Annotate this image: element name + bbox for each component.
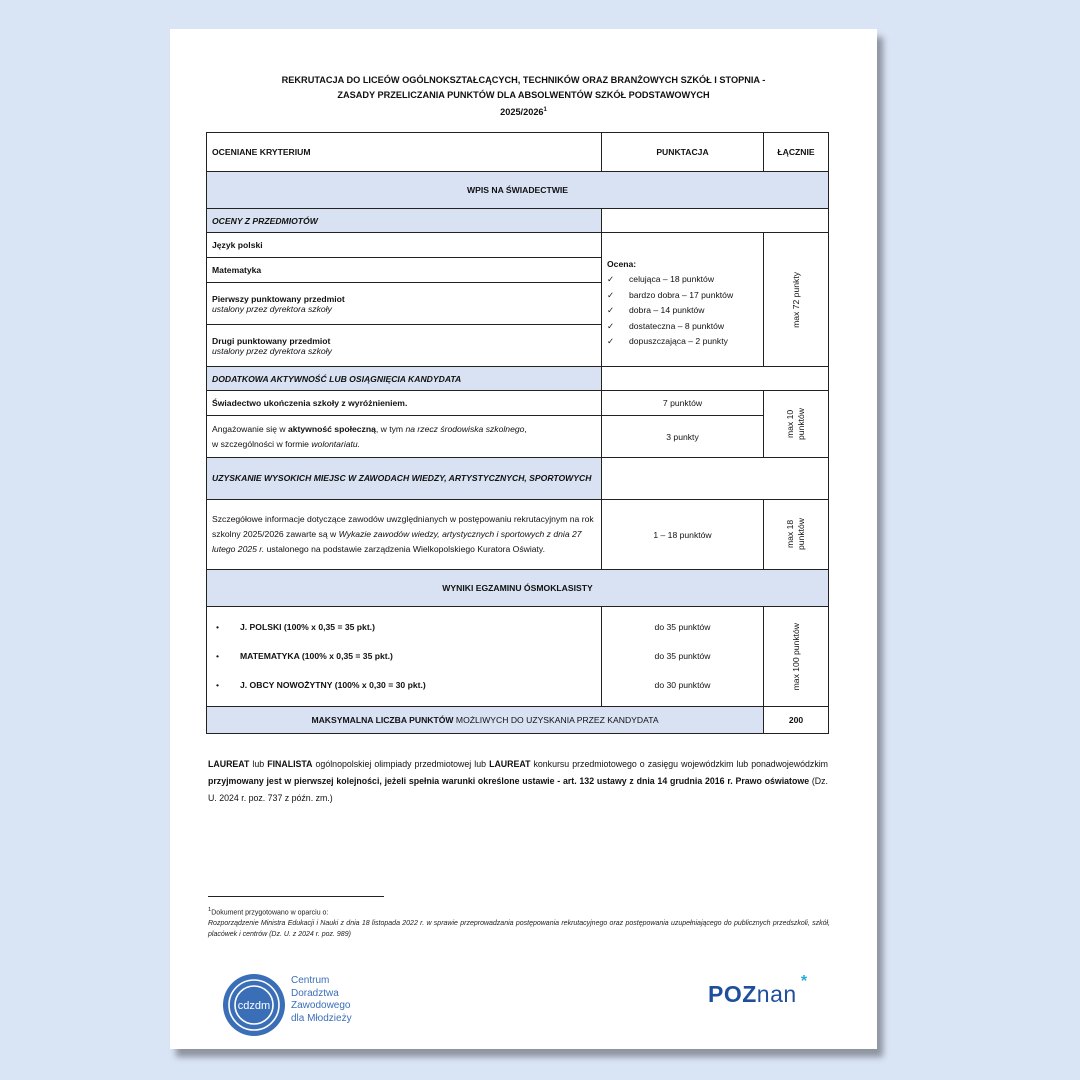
activity-subheader: DODATKOWA AKTYWNOŚĆ LUB OSIĄGNIĘCIA KANDYDATA: [207, 367, 829, 391]
section-exam: WYNIKI EGZAMINU ÓSMOKLASISTY: [207, 570, 829, 607]
title-line-2: ZASADY PRZELICZANIA PUNKTÓW DLA ABSOLWENTÓW SZKÓŁ PODSTAWOWYCH: [337, 90, 710, 100]
table-row: Matematyka: [207, 258, 829, 283]
page-title: [170, 73, 877, 120]
list-item: • MATEMATYKA (100% x 0,35 = 35 pkt.): [212, 642, 596, 671]
list-item: • J. POLSKI (100% x 0,35 = 35 pkt.): [212, 613, 596, 642]
footnote-ref: 1: [543, 107, 547, 113]
footnote-divider: [208, 896, 384, 897]
grade-scale: Ocena: ✓ celująca – 18 punktów ✓ bardzo dobra – 17 punktów ✓ dobra – 14 punktów ✓ dostateczna – 8 punktów ✓ dopuszczająca – 2 punkty: [602, 233, 764, 367]
contests-max: max 18 punktów: [764, 500, 829, 570]
bullet-icon: •: [216, 622, 220, 632]
cdzdm-emblem-icon: [222, 973, 286, 1037]
check-icon: ✓: [607, 320, 615, 331]
list-item: ✓ dopuszczająca – 2 punkty: [607, 334, 758, 350]
table-row: Pierwszy punktowany przedmiot ustalony przez dyrektora szkoły: [207, 283, 829, 325]
points-table: [206, 132, 829, 734]
grades-subheader: OCENY Z PRZEDMIOTÓW: [207, 209, 829, 233]
grades-max: max 72 punkty: [764, 233, 829, 367]
table-header-row: [207, 133, 829, 172]
svg-text:cdzdm: cdzdm: [237, 1000, 271, 1012]
title-line-3: 2025/2026$^1$: [500, 107, 547, 118]
section-certificate: WPIS NA ŚWIADECTWIE: [207, 172, 829, 209]
list-item: ✓ dobra – 14 punktów: [607, 303, 758, 319]
footnote: $^1$Dokument przygotowano w oparciu o: Rozporządzenie Ministra Edukacji i Nauki z dnia 18 listopada 2022 r. w sprawie przeprowadzania postępowania rekrutacyjnego oraz postępowania uzupełniającego do publicznych przedszkoli, szkół, placówek i centrów (Dz. U. z 2024 r. poz. 989): [208, 907, 830, 939]
total-row: MAKSYMALNA LICZBA PUNKTÓW MOŻLIWYCH DO UZYSKANIA PRZEZ KANDYDATA 200: [207, 707, 829, 734]
poznan-logo: POZnan *: [708, 973, 808, 1007]
list-item: ✓ bardzo dobra – 17 punktów: [607, 288, 758, 304]
check-icon: ✓: [607, 305, 615, 316]
title-line-1: REKRUTACJA DO LICEÓW OGÓLNOKSZTAŁCĄCYCH, TECHNIKÓW ORAZ BRANŻOWYCH SZKÓŁ I STOPNIA -: [281, 75, 766, 85]
exam-max: max 100 punktów: [764, 607, 829, 707]
check-icon: ✓: [607, 336, 615, 347]
table-row: Język polski Ocena: ✓ celująca – 18 punktów ✓ bardzo dobra – 17 punktów ✓ dobra – 14 punktów ✓ dostateczna – 8 punktów ✓ dopuszczająca – 2 punkty max 72 punkty: [207, 233, 829, 258]
bullet-icon: •: [216, 680, 220, 690]
cdzdm-logo: [222, 973, 422, 1037]
table-row: Angażowanie się w aktywność społeczną, w tym na rzecz środowiska szkolnego, w szczególności w formie wolontariatu. 3 punkty: [207, 416, 829, 458]
header-total: ŁĄCZNIE: [764, 133, 829, 172]
total-value: 200: [764, 707, 829, 734]
bullet-icon: •: [216, 651, 220, 661]
check-icon: ✓: [607, 289, 615, 300]
laureate-note: LAUREAT lub FINALISTA ogólnopolskiej olimpiady przedmiotowej lub LAUREAT konkursu przedmiotowego o zasięgu wojewódzkim lub ponadwojewódzkim przyjmowany jest w pierwszej kolejności, jeżeli spełnia warunki określone ustawie - art. 132 ustawy z dnia 14 grudnia 2016 r. Prawo oświatowe (Dz. U. 2024 r. poz. 737 z późn. zm.): [208, 759, 828, 803]
list-item: • J. OBCY NOWOŻYTNY (100% x 0,30 = 30 pkt.): [212, 671, 596, 700]
list-item: ✓ dostateczna – 8 punktów: [607, 319, 758, 335]
check-icon: ✓: [607, 274, 615, 285]
table-row: Szczegółowe informacje dotyczące zawodów uwzględnianych w postępowaniu rekrutacyjnym na rok szkolny 2025/2026 zawarte są w Wykazie zawodów wiedzy, artystycznych i sportowych z dnia 27 lutego 2025 r. ustalonego na podstawie zarządzenia Wielkopolskiego Kuratora Oświaty. 1 – 18 punktów max 18 punktów: [207, 500, 829, 570]
cdzdm-logo-text: Centrum Doradztwa Zawodowego dla Młodzieży: [291, 975, 352, 1024]
table-row: Drugi punktowany przedmiot ustalony przez dyrektora szkoły: [207, 325, 829, 367]
activity-max: max 10 punktów: [764, 391, 829, 458]
contests-subheader: UZYSKANIE WYSOKICH MIEJSC W ZAWODACH WIEDZY, ARTYSTYCZNYCH, SPORTOWYCH: [207, 458, 829, 500]
list-item: ✓ celująca – 18 punktów: [607, 272, 758, 288]
star-icon: *: [800, 973, 808, 990]
table-row: Świadectwo ukończenia szkoły z wyróżnieniem. 7 punktów max 10 punktów: [207, 391, 829, 416]
document-page: [170, 29, 877, 1049]
header-points: PUNKTACJA: [602, 133, 764, 172]
header-criterion: OCENIANE KRYTERIUM: [207, 133, 602, 172]
exam-row: • J. POLSKI (100% x 0,35 = 35 pkt.) • MATEMATYKA (100% x 0,35 = 35 pkt.) • J. OBCY NOWOŻYTNY (100% x 0,30 = 30 pkt.) do 35 punktów do 35 punktów do 30 punktów max 100 punktów: [207, 607, 829, 707]
